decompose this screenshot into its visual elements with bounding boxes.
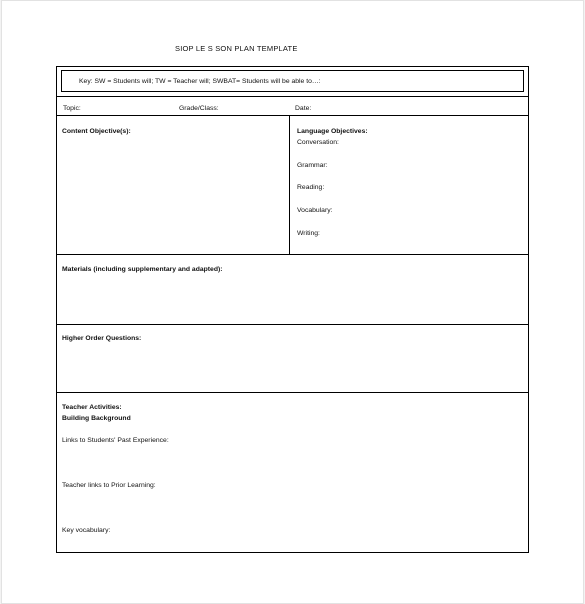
building-background-label: Building Background [62, 415, 131, 422]
rule-header-bottom [57, 115, 528, 116]
objectives-divider [289, 115, 290, 254]
writing-label: Writing: [297, 230, 320, 237]
key-vocabulary-label: Key vocabulary: [62, 527, 111, 534]
teacher-activities-label: Teacher Activities: [62, 404, 122, 411]
grammar-label: Grammar: [297, 162, 328, 169]
reading-label: Reading: [297, 184, 325, 191]
content-objectives-label: Content Objective(s): [62, 128, 131, 135]
rule-objectives-bottom [57, 254, 528, 255]
document-page [1, 0, 584, 604]
page-title: SIOP LE S SON PLAN TEMPLATE [175, 44, 298, 53]
date-label: Date: [295, 105, 312, 112]
language-objectives-label: Language Objectives: [297, 128, 368, 135]
conversation-label: Conversation: [297, 139, 339, 146]
vocabulary-label: Vocabulary: [297, 207, 333, 214]
higher-order-questions-label: Higher Order Questions: [62, 335, 142, 342]
grade-class-label: Grade/Class: [179, 105, 219, 112]
key-text: Key: SW = Students will; TW = Teacher will; SWBAT= Students will be able to…: [79, 78, 321, 85]
lesson-plan-form [56, 66, 529, 553]
materials-label: Materials (including supplementary and adapted): [62, 266, 223, 273]
rule-materials-bottom [57, 324, 528, 325]
rule-key-bottom [57, 96, 528, 97]
past-experience-label: Links to Students' Past Experience: [62, 437, 169, 444]
prior-learning-label: Teacher links to Prior Learning: [62, 482, 156, 489]
key-box [61, 70, 524, 92]
rule-questions-bottom [57, 392, 528, 393]
topic-label: Topic: [63, 105, 81, 112]
